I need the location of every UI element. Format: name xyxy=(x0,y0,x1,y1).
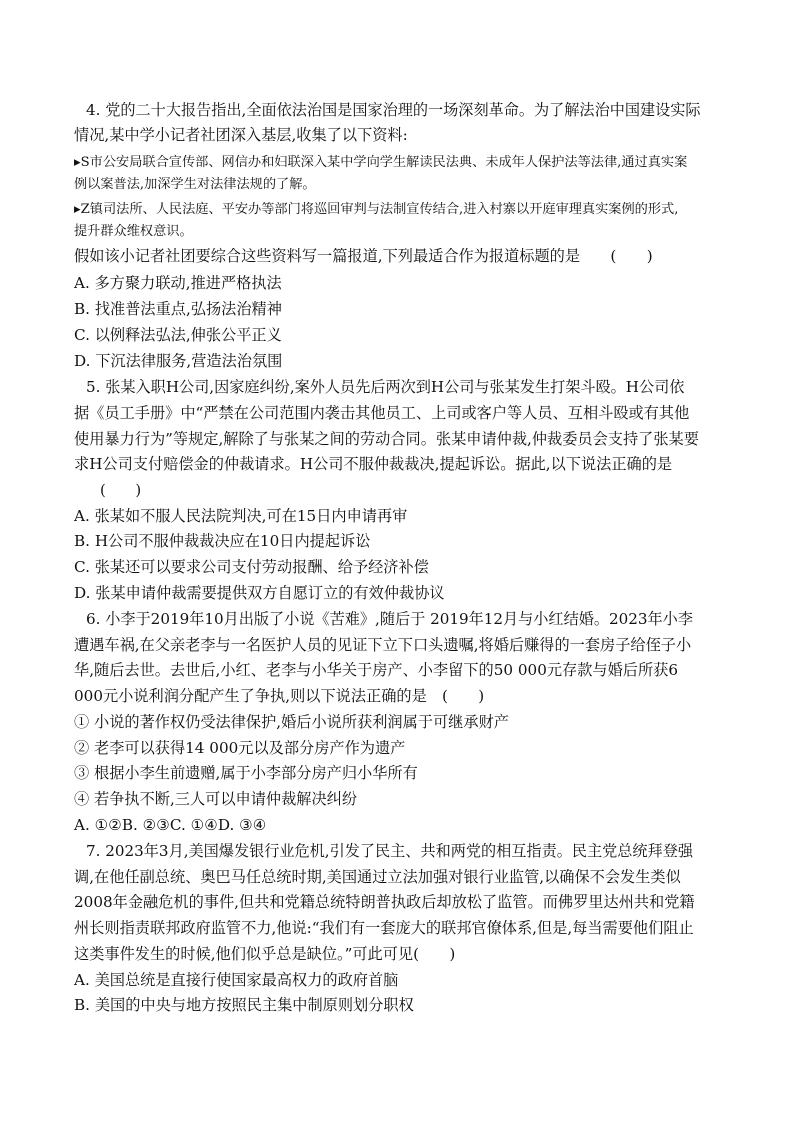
q7-stem-line-3: 2008年金融危机的事件,但共和党籍总统特朗普执政后却放松了监管。而佛罗里达州共和党籍 xyxy=(74,893,695,911)
q5-option-d: D. 张某申请仲裁需要提供双方自愿订立的有效仲裁协议 xyxy=(74,584,445,602)
q7-stem-line-2: 调,在他任副总统、奥巴马任总统时期,美国通过立法加强对银行业监管,以确保不会发生类似 xyxy=(74,868,681,886)
q6-stem-line-1: 6. 小李于2019年10月出版了小说《苦难》,随后于 2019年12月与小红结婚。2023年小李 xyxy=(86,610,693,628)
q7-stem-line-4: 州长则指责联邦政府监管不力,他说:“我们有一套庞大的联邦官僚体系,但是,每当需要他们阻止 xyxy=(74,919,694,937)
q5-stem-line-2: 据《员工手册》中“严禁在公司范围内袭击其他员工、上司或客户等人员、互相斗殴或有其他 xyxy=(74,404,690,422)
q4-material-1-line-2: 例以案普法,加深学生对法律法规的了解。 xyxy=(74,177,316,192)
q6-stem-line-3: 华,随后去世。去世后,小红、老李与小华关于房产、小李留下的50 000元存款与婚后所获6 xyxy=(74,661,679,679)
q4-option-a: A. 多方聚力联动,推进严格执法 xyxy=(74,274,282,292)
q6-choices: A. ①②B. ②③C. ①④D. ③④ xyxy=(74,816,267,834)
q6-stem-line-2: 遭遇车祸,在父亲老李与一名医护人员的见证下立下口头遗嘱,将婚后赚得的一套房子给侄子小 xyxy=(74,636,692,654)
q4-material-2-line-2: 提升群众维权意识。 xyxy=(74,224,193,239)
q6-statement-1: ① 小说的著作权仍受法律保护,婚后小说所获利润属于可继承财产 xyxy=(74,713,509,731)
q7-option-a: A. 美国总统是直接行使国家最高权力的政府首脑 xyxy=(74,971,399,989)
q5-answer-bracket: ( ) xyxy=(100,481,142,499)
q4-material-2-line-1: ▸Z镇司法所、人民法庭、平安办等部门将巡回审判与法制宣传结合,进入村寨以开庭审理真实案例的形式, xyxy=(74,202,679,217)
q5-option-c: C. 张某还可以要求公司支付劳动报酬、给予经济补偿 xyxy=(74,558,429,576)
q6-stem-line-4: 000元小说利润分配产生了争执,则以下说法正确的是 ( ) xyxy=(74,687,485,705)
q5-option-a: A. 张某如不服人民法院判决,可在15日内申请再审 xyxy=(74,507,408,525)
q6-statement-2: ② 老李可以获得14 000元以及部分房产作为遗产 xyxy=(74,739,406,757)
q5-stem-line-1: 5. 张某入职H公司,因家庭纠纷,案外人员先后两次到H公司与张某发生打架斗殴。H公司依 xyxy=(86,378,685,396)
q4-option-d: D. 下沉法律服务,营造法治氛围 xyxy=(74,352,283,370)
q7-stem-line-1: 7. 2023年3月,美国爆发银行业危机,引发了民主、共和两党的相互指责。民主党总统拜登强 xyxy=(86,842,693,860)
q5-option-b: B. H公司不服仲裁裁决应在10日内提起诉讼 xyxy=(74,532,371,550)
q4-question: 假如该小记者社团要综合这些资料写一篇报道,下列最适合作为报道标题的是 ( ) xyxy=(74,247,653,265)
q7-stem-line-5: 这类事件发生的时候,他们似乎总是缺位。”可此可见( ) xyxy=(74,945,456,963)
q6-statement-3: ③ 根据小李生前遗赠,属于小李部分房产归小华所有 xyxy=(74,764,418,782)
q5-stem-line-4: 求H公司支付赔偿金的仲裁请求。H公司不服仲裁裁决,提起诉讼。据此,以下说法正确的是 xyxy=(74,455,673,473)
q4-stem-line-2: 情况,某中学小记者社团深入基层,收集了以下资料: xyxy=(74,126,408,144)
q4-option-c: C. 以例释法弘法,伸张公平正义 xyxy=(74,326,282,344)
q4-stem-line-1: 4. 党的二十大报告指出,全面依法治国是国家治理的一场深刻革命。为了解法治中国建设实际 xyxy=(86,101,701,119)
q4-material-1-line-1: ▸S市公安局联合宣传部、网信办和妇联深入某中学向学生解读民法典、未成年人保护法等法律,通过真实案 xyxy=(74,155,688,170)
q7-option-b: B. 美国的中央与地方按照民主集中制原则划分职权 xyxy=(74,996,414,1014)
q5-stem-line-3: 使用暴力行为”等规定,解除了与张某之间的劳动合同。张某申请仲裁,仲裁委员会支持了张某要 xyxy=(74,430,699,448)
q4-option-b: B. 找准普法重点,弘扬法治精神 xyxy=(74,300,282,318)
q6-statement-4: ④ 若争执不断,三人可以申请仲裁解决纠纷 xyxy=(74,790,358,808)
